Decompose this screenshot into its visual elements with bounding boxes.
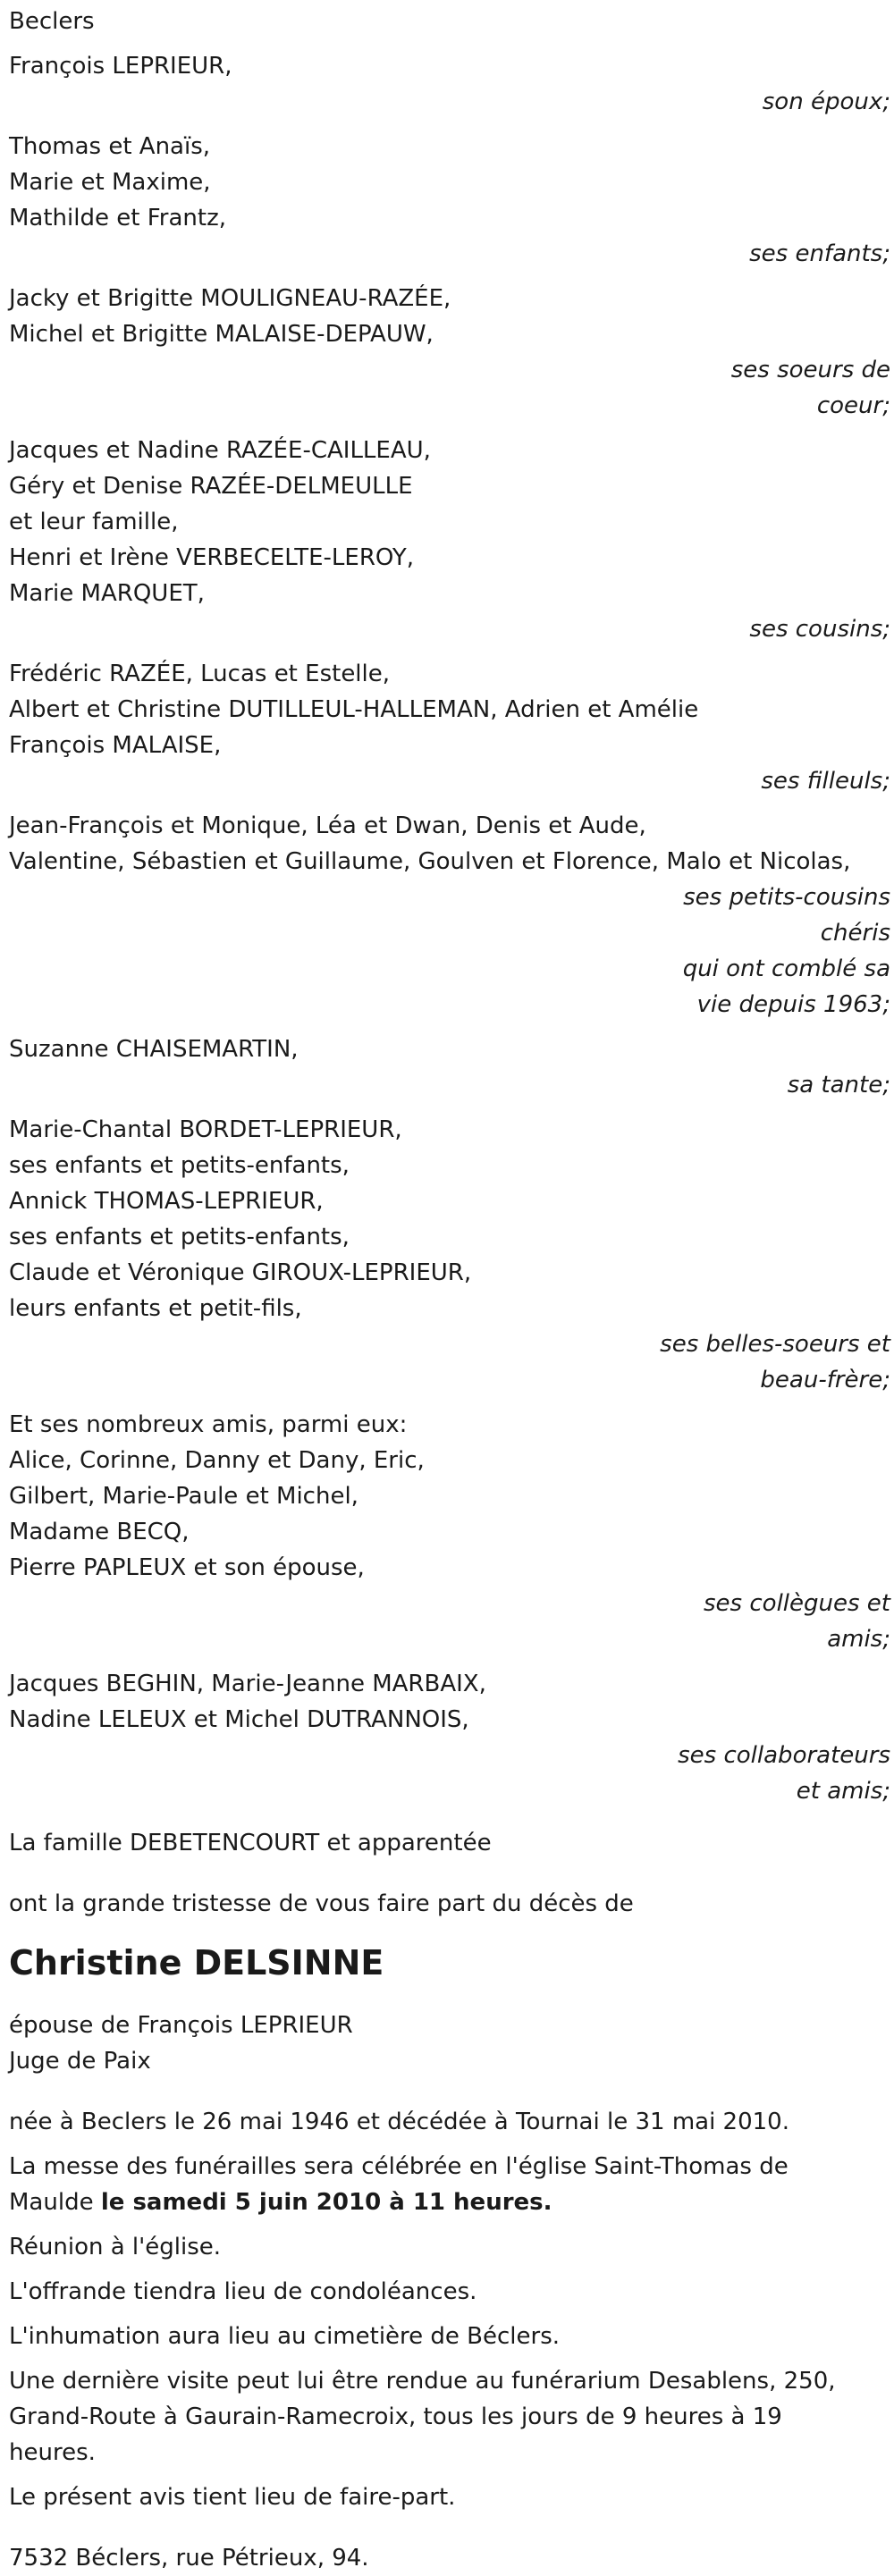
mourner-line: Marie-Chantal BORDET-LEPRIEUR,	[9, 1116, 402, 1143]
mourner-line: Mathilde et Frantz,	[9, 205, 226, 232]
place-heading: Beclers	[9, 8, 95, 35]
mourner-line: Jean-François et Monique, Léa et Dwan, Denis et Aude,	[9, 812, 646, 839]
relationship-label: ses petits-cousins	[683, 884, 890, 911]
offering-line: L'offrande tiendra lieu de condoléances.	[9, 2278, 477, 2305]
mourner-line: François MALAISE,	[9, 732, 222, 759]
relationship-label: ses filleuls;	[761, 768, 890, 795]
relationship-label: ses collaborateurs	[678, 1742, 890, 1769]
mourner-line: Marie MARQUET,	[9, 580, 205, 607]
spouse-line: épouse de François LEPRIEUR	[9, 2012, 353, 2039]
obituary-notice	[9, 4, 892, 2576]
mourner-line: ses enfants et petits-enfants,	[9, 1152, 350, 1179]
relationship-label: ses cousins;	[749, 616, 890, 643]
mass-date: le samedi 5 juin 2010 à 11 heures.	[100, 2189, 552, 2216]
meeting-line: Réunion à l'église.	[9, 2234, 222, 2260]
mourner-group	[9, 129, 892, 272]
relationship-label: amis;	[827, 1626, 890, 1653]
visit-paragraph	[9, 2363, 892, 2471]
notice-line: Le présent avis tient lieu de faire-part.	[9, 2484, 456, 2511]
mourner-line: Géry et Denise RAZÉE-DELMEULLE	[9, 473, 413, 500]
mourner-line: Annick THOMAS-LEPRIEUR,	[9, 1188, 324, 1215]
mourner-line: Nadine LELEUX et Michel DUTRANNOIS,	[9, 1706, 469, 1733]
deceased-name: Christine DELSINNE	[9, 1943, 384, 1983]
funeral-mass	[9, 2149, 892, 2220]
title-line: Juge de Paix	[9, 2048, 151, 2075]
mourner-line: Albert et Christine DUTILLEUL-HALLEMAN, Adrien et Amélie	[9, 696, 699, 723]
mourner-line: Michel et Brigitte MALAISE-DEPAUW,	[9, 321, 434, 348]
mourner-line: ses enfants et petits-enfants,	[9, 1224, 350, 1250]
mourner-line: Claude et Véronique GIROUX-LEPRIEUR,	[9, 1259, 472, 1286]
mourner-group	[9, 1666, 892, 1809]
visit-line: Une dernière visite peut lui être rendue au funérarium Desablens, 250,	[9, 2368, 836, 2395]
mourner-line: Valentine, Sébastien et Guillaume, Goulven et Florence, Malo et Nicolas,	[9, 848, 851, 875]
mourner-line: Pierre PAPLEUX et son épouse,	[9, 1554, 365, 1581]
mourner-line: et leur famille,	[9, 509, 179, 535]
mourner-group	[9, 656, 892, 799]
relationship-label: et amis;	[796, 1778, 890, 1805]
relationship-label: coeur;	[816, 392, 890, 419]
mourner-groups	[9, 48, 892, 1809]
mass-place: Maulde	[9, 2189, 101, 2216]
relationship-label: vie depuis 1963;	[696, 991, 890, 1018]
family-line: La famille DEBETENCOURT et apparentée	[9, 1830, 492, 1856]
visit-line: Grand-Route à Gaurain-Ramecroix, tous les jours de 9 heures à 19	[9, 2403, 782, 2430]
mass-line: La messe des funérailles sera célébrée en l'église Saint-Thomas de	[9, 2153, 789, 2180]
mourner-group	[9, 48, 892, 120]
birth-death-line: née à Beclers le 26 mai 1946 et décédée à Tournai le 31 mai 2010.	[9, 2109, 789, 2135]
relationship-label: ses soeurs de	[730, 357, 890, 383]
mourner-line: Et ses nombreux amis, parmi eux:	[9, 1411, 408, 1438]
mourner-line: Madame BECQ,	[9, 1519, 190, 1545]
burial-line: L'inhumation aura lieu au cimetière de Béclers.	[9, 2323, 561, 2350]
mourner-group	[9, 808, 892, 1023]
mourner-line: leurs enfants et petit-fils,	[9, 1295, 302, 1322]
mourner-group	[9, 1112, 892, 1398]
mass-line-2	[9, 2185, 892, 2220]
relationship-label: ses collègues et	[704, 1590, 890, 1617]
mourner-line: Jacques et Nadine RAZÉE-CAILLEAU,	[9, 437, 431, 464]
mourner-line: Marie et Maxime,	[9, 169, 211, 196]
relationship-label: chéris	[820, 920, 890, 947]
visit-line: heures.	[9, 2439, 96, 2466]
mourner-line: Henri et Irène VERBECELTE-LEROY,	[9, 544, 415, 571]
mourner-line: Suzanne CHAISEMARTIN,	[9, 1036, 299, 1063]
mourner-line: Gilbert, Marie-Paule et Michel,	[9, 1483, 358, 1510]
relationship-label: ses belles-soeurs et	[660, 1331, 890, 1358]
mourner-line: Jacques BEGHIN, Marie-Jeanne MARBAIX,	[9, 1671, 486, 1697]
relationship-label: ses enfants;	[749, 240, 890, 267]
mourner-line: Frédéric RAZÉE, Lucas et Estelle,	[9, 661, 391, 687]
mourner-line: François LEPRIEUR,	[9, 53, 232, 80]
mourner-group	[9, 433, 892, 647]
relationship-label: beau-frère;	[760, 1367, 890, 1393]
mourner-line: Jacky et Brigitte MOULIGNEAU-RAZÉE,	[9, 285, 451, 312]
relationship-label: qui ont comblé sa	[682, 955, 890, 982]
mourner-group	[9, 1031, 892, 1103]
mourner-group	[9, 281, 892, 424]
mourner-line: Alice, Corinne, Danny et Dany, Eric,	[9, 1447, 425, 1474]
announcement: ont la grande tristesse de vous faire part du décès de	[9, 1890, 634, 1917]
address-line: 7532 Béclers, rue Pétrieux, 94.	[9, 2545, 369, 2572]
mourner-line: Thomas et Anaïs,	[9, 133, 211, 160]
mourner-group	[9, 1407, 892, 1657]
relationship-label: sa tante;	[787, 1072, 890, 1099]
relationship-label: son époux;	[762, 88, 890, 115]
